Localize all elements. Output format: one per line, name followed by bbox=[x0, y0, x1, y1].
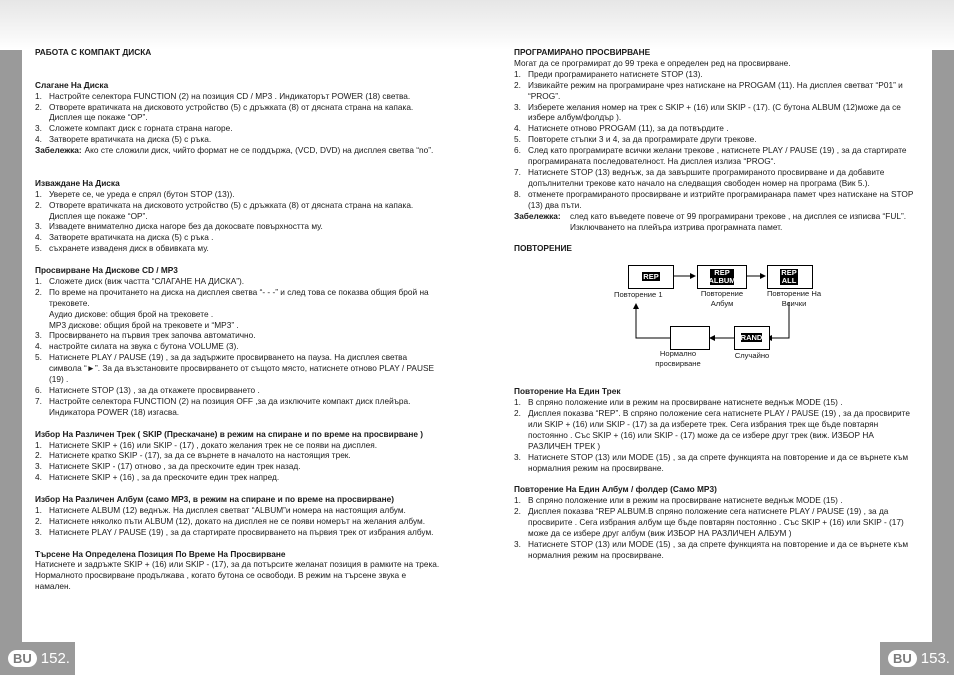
list-item bbox=[35, 385, 440, 396]
list-text: Натиснете STOP (13) или MODE (15) , за да спрете функцията на повторение и да се върнете към нормалния режим на просвирване. bbox=[528, 451, 909, 473]
note bbox=[35, 145, 440, 156]
eject-steps-list bbox=[35, 189, 440, 254]
list-number bbox=[35, 309, 49, 320]
arrow bbox=[636, 304, 670, 338]
list-item bbox=[35, 287, 440, 309]
list-number: 3. bbox=[514, 451, 521, 462]
note-text bbox=[570, 211, 906, 233]
repeat-mode-diagram bbox=[514, 262, 914, 380]
list-number: 6. bbox=[35, 385, 42, 396]
list-text: Натиснете STOP (13) , за да откажете просвирването . bbox=[49, 385, 260, 396]
lcd-rep-album bbox=[710, 269, 734, 285]
list-text: Сложете компакт диск с горната страна нагоре. bbox=[49, 123, 233, 134]
list-text: В спряно положение или в режим на просвирване натиснете веднъж MODE (15) . bbox=[528, 397, 843, 408]
note bbox=[514, 211, 914, 233]
list-number: 4. bbox=[35, 472, 42, 483]
list-number: 3. bbox=[35, 221, 42, 232]
list-item bbox=[35, 309, 440, 320]
list-item bbox=[514, 134, 914, 145]
list-item bbox=[35, 505, 440, 516]
list-item bbox=[35, 472, 440, 483]
list-number: 1. bbox=[35, 504, 42, 515]
lcd-normal-frame bbox=[670, 326, 710, 350]
list-text: Дисплея показва “REP”. В спряно положение сега натиснете PLAY / PAUSE (19) , за да просвирите или SKIP + (16) или SKIP - (17) за да изберете трек. Сега избрания трек ще бъде повтарян постоянно . Със SKIP + (16) или SKIP - (17) може да се избере друг трек (виж. ИЗБОР НА РАЗЛИЧЕН ТРЕК ) bbox=[528, 408, 910, 451]
list-text: Изберете желания номер на трек с SKIP + (16) или SKIP - (17). (С бутона ALBUM (12)може да се избере албум/фолдър ). bbox=[528, 101, 901, 123]
list-number: 8. bbox=[514, 188, 521, 199]
label-normal-playback bbox=[648, 349, 708, 369]
list-text: Натиснете ALBUM (12) веднъж. На дисплея светват “ALBUM”и номера на настоящия албум. bbox=[49, 504, 406, 515]
list-text: Настройте селектора FUNCTION (2) на позиция CD / MP3 . Индикаторът POWER (18) светва. bbox=[49, 90, 411, 101]
list-item bbox=[514, 397, 914, 408]
list-number: 2. bbox=[35, 450, 42, 461]
list-item bbox=[514, 145, 914, 167]
left-page-number-box bbox=[0, 642, 75, 675]
note-label: Забележка: bbox=[514, 210, 561, 221]
page-title: РАБОТА С КОМПАКТ ДИСКА bbox=[35, 47, 152, 57]
list-text: настройте силата на звука с бутона VOLUME (3). bbox=[49, 341, 239, 352]
lcd-rand-frame bbox=[734, 326, 770, 350]
list-number: 4. bbox=[35, 341, 42, 352]
list-number: 1. bbox=[514, 495, 521, 506]
lcd-rep-album-frame bbox=[697, 265, 747, 289]
list-text: Отворете вратичката на дисковото устройство (5) с дръжката (8) от дясната страна на капака. Дисплея ще покаже “OP”. bbox=[49, 101, 414, 123]
list-number bbox=[35, 320, 49, 331]
list-text: По време на прочитането на диска на дисплея светва “- - -” и след това се показва общия брой на трековете. bbox=[49, 286, 429, 308]
list-number: 4. bbox=[514, 123, 521, 134]
list-number: 5. bbox=[514, 134, 521, 145]
list-text: Натиснете SKIP - (17) отново , за да прескочите един трек назад. bbox=[49, 461, 301, 472]
section-heading: ПРОГРАМИРАНО ПРОСВИРВАНЕ bbox=[514, 47, 651, 57]
list-item bbox=[35, 91, 440, 102]
list-item bbox=[35, 341, 440, 352]
lcd-text: REP bbox=[781, 268, 797, 278]
left-edge-bar bbox=[0, 50, 22, 675]
list-text: Натиснете PLAY / PAUSE (19) , за да стартирате просвирването на първия трек от избрания албум. bbox=[49, 526, 434, 537]
right-edge-bar bbox=[932, 50, 954, 675]
list-item bbox=[35, 527, 440, 538]
lcd-text: ALL bbox=[781, 276, 797, 286]
list-text: Натиснете няколко пъти ALBUM (12), докато на дисплея не се появи номерът на желания албум. bbox=[49, 515, 426, 526]
playback-steps-list bbox=[35, 276, 440, 418]
list-item bbox=[514, 408, 914, 452]
list-number: 1. bbox=[35, 439, 42, 450]
lcd-text: REP bbox=[714, 268, 730, 278]
list-number: 3. bbox=[35, 526, 42, 537]
section-heading: Изваждане На Диска bbox=[35, 177, 120, 188]
label-random: Случайно bbox=[734, 351, 770, 361]
list-item bbox=[35, 232, 440, 243]
list-item bbox=[514, 167, 914, 189]
list-text: Натиснете SKIP + (16) или SKIP - (17) , докато желания трек не се появи на дисплея. bbox=[49, 439, 378, 450]
list-item bbox=[35, 123, 440, 134]
list-item bbox=[35, 440, 440, 451]
list-item bbox=[35, 450, 440, 461]
section-heading: Повторение На Един Трек bbox=[514, 386, 621, 397]
program-steps-list bbox=[514, 69, 914, 211]
list-number: 1. bbox=[514, 68, 521, 79]
page-number: 152. bbox=[40, 650, 70, 667]
list-number: 3. bbox=[35, 123, 42, 134]
list-item bbox=[35, 221, 440, 232]
list-text: Уверете се, че уреда е спрял (бутон STOP (13)). bbox=[49, 188, 235, 199]
list-item bbox=[35, 461, 440, 472]
list-text: Затворете вратичката на диска (5) с ръка . bbox=[49, 232, 214, 243]
list-number: 2. bbox=[35, 101, 42, 112]
label-line: Албум bbox=[710, 299, 734, 309]
list-text: Натиснете STOP (13) или MODE (15) , за да спрете функцията на повторение и да се върнете към нормалния режим на просвирване. bbox=[528, 538, 909, 560]
section-heading: ПОВТОРЕНИЕ bbox=[514, 243, 572, 254]
section-heading: Повторение На Един Албум / фолдер (Само MP3) bbox=[514, 484, 717, 495]
lcd-rep: REP bbox=[643, 271, 659, 281]
repeat-album-steps-list bbox=[514, 495, 914, 560]
list-item bbox=[514, 80, 914, 102]
list-item bbox=[35, 396, 440, 418]
list-item bbox=[514, 539, 914, 561]
list-number: 2. bbox=[35, 286, 42, 297]
list-item bbox=[514, 452, 914, 474]
list-item bbox=[514, 69, 914, 80]
label-line: Нормално bbox=[659, 349, 697, 359]
list-number: 2. bbox=[35, 199, 42, 210]
label-repeat-all bbox=[754, 289, 834, 309]
list-number: 4. bbox=[35, 232, 42, 243]
list-item bbox=[35, 102, 440, 124]
list-text: Преди програмирането натиснете STOP (13). bbox=[528, 68, 703, 79]
lcd-rep-all-frame bbox=[767, 265, 813, 289]
list-text: Отворете вратичката на дисковото устройство (5) с дръжката (8) от дясната страна на капака. Дисплея ще покаже “OP”. bbox=[49, 199, 414, 221]
label-line: просвирване bbox=[655, 359, 701, 369]
list-text: Настройте селектора FUNCTION (2) на позиция OFF ,за да изключите компакт диск плейъра. Индикатора POWER (18) изгасва. bbox=[49, 395, 411, 417]
list-text: Натиснете отново PROGAM (11), за да потвърдите . bbox=[528, 123, 729, 134]
list-number: 2. bbox=[35, 515, 42, 526]
skip-steps-list bbox=[35, 440, 440, 484]
note-text: Ако сте сложили диск, чийто формат не се поддържа, (VCD, DVD) на дисплея светва “no”. bbox=[84, 145, 434, 156]
list-item bbox=[35, 189, 440, 200]
list-number: 6. bbox=[514, 145, 521, 156]
label-line: Всички bbox=[781, 299, 807, 309]
list-text: Извикайте режим на програмиране чрез натискане на PROGAM (11). На дисплея светват “P01” и “PROG”. bbox=[528, 79, 903, 101]
list-text: Натиснете SKIP + (16) , за да прескочите един трек напред. bbox=[49, 472, 280, 483]
label-repeat-one: Повторение 1 bbox=[614, 290, 663, 300]
insert-steps-list bbox=[35, 91, 440, 146]
repeat-track-steps-list bbox=[514, 397, 914, 473]
list-number: 2. bbox=[514, 506, 521, 517]
list-number: 3. bbox=[514, 101, 521, 112]
list-text: Сложете диск (виж частта “СЛАГАНЕ НА ДИСКА”). bbox=[49, 275, 245, 286]
list-number: 2. bbox=[514, 408, 521, 419]
list-text: MP3 дискове: общия брой на трековете и “MP3” . bbox=[49, 319, 239, 330]
list-text: Извадете внимателно диска нагоре без да докосвате повърхността му. bbox=[49, 221, 323, 232]
list-number: 7. bbox=[514, 166, 521, 177]
right-column bbox=[514, 47, 914, 561]
label-repeat-album bbox=[688, 289, 756, 309]
list-number: 7. bbox=[35, 395, 42, 406]
list-number: 3. bbox=[514, 538, 521, 549]
list-text: Дисплея показва “REP ALBUM.В спряно положение сега натиснете PLAY / PAUSE (19) , за да просвирите . Сега избрания албум ще бъде повтарян постоянно . Със SKIP + (16) или SKIP - (17) може да се избере друг албум (виж ИЗБОР НА РАЗЛИЧЕН АЛБУМ ) bbox=[528, 506, 904, 538]
section-heading: Просвирване На Дискове CD / MP3 bbox=[35, 265, 178, 276]
lcd-rand: RAND bbox=[740, 332, 763, 342]
lcd-text: ALBUM bbox=[708, 276, 736, 286]
list-item bbox=[35, 200, 440, 222]
list-item bbox=[35, 330, 440, 341]
list-number: 4. bbox=[35, 134, 42, 145]
label-line: Повторение На bbox=[766, 289, 822, 299]
section-heading: Слагане На Диска bbox=[35, 79, 109, 90]
list-item bbox=[35, 276, 440, 287]
note-line: след като въведете повече от 99 програмирани трекове , на дисплея се изписва “FUL”. bbox=[570, 210, 907, 221]
list-text: съхранете изваденя диск в обвивката му. bbox=[49, 243, 209, 254]
list-item bbox=[35, 134, 440, 145]
list-number: 1. bbox=[35, 275, 42, 286]
paragraph: Натиснете и задръжте SKIP + (16) или SKIP - (17), за да потърсите желанат позиция в рамките на трека. Нормалното просвирване продължава , когато бутона се освободи. В режим на търсене звука е намален. bbox=[35, 559, 440, 592]
language-badge: BU bbox=[888, 650, 917, 667]
list-text: Аудио дискове: общия брой на трековете . bbox=[49, 308, 214, 319]
right-page-number-box bbox=[880, 642, 954, 675]
list-item bbox=[35, 352, 440, 385]
list-item bbox=[35, 243, 440, 254]
list-number: 3. bbox=[35, 461, 42, 472]
note-line: Изключването на плейъра изтрива програмната памет. bbox=[570, 221, 783, 232]
list-number: 3. bbox=[35, 330, 42, 341]
list-text: Повторете стъпки 3 и 4, за да програмирате други трекове. bbox=[528, 134, 757, 145]
left-column bbox=[35, 47, 440, 592]
list-item bbox=[514, 506, 914, 539]
page-number: 153. bbox=[920, 650, 950, 667]
list-item bbox=[514, 123, 914, 134]
list-item bbox=[35, 320, 440, 331]
section-heading: Избор На Различен Албум (само MP3, в режим на спиране и по време на просвирване) bbox=[35, 494, 394, 505]
top-band bbox=[0, 0, 954, 50]
list-number: 5. bbox=[35, 243, 42, 254]
list-number: 1. bbox=[35, 90, 42, 101]
list-text: отменете програмираното просвирване и изтрийте програмиранара памет чрез натискане на STOP (13) два пъти. bbox=[528, 188, 914, 210]
album-steps-list bbox=[35, 505, 440, 538]
list-item bbox=[514, 102, 914, 124]
list-number: 5. bbox=[35, 352, 42, 363]
list-number: 2. bbox=[514, 79, 521, 90]
language-badge: BU bbox=[8, 650, 37, 667]
list-text: Натиснете кратко SKIP - (17), за да се върнете в началото на настоящия трек. bbox=[49, 450, 351, 461]
section-heading: Избор На Различен Трек ( SKIP (Прескачане) в режим на спиране и по време на просвирване ) bbox=[35, 428, 424, 439]
list-text: Натиснете STOP (13) веднъж, за да завършите програмираното просвирване и да добавите допълнителни трекове като начало на следващия свободен номер на програма (Вик 5.). bbox=[528, 166, 885, 188]
lcd-rep-frame bbox=[628, 265, 674, 289]
lcd-rep-all bbox=[780, 269, 798, 285]
label-line: Повторение bbox=[700, 289, 744, 299]
list-text: След като програмирате всички желани трекове , натиснете PLAY / PAUSE (19) , за да стартирате програмираната последователност. На дисплея излиза “PROG“. bbox=[528, 145, 907, 167]
list-item bbox=[35, 516, 440, 527]
list-text: В спряно положение или в режим на просвирване натиснете веднъж MODE (15) . bbox=[528, 495, 843, 506]
list-number: 1. bbox=[35, 188, 42, 199]
list-text: Просвирването на първия трек започва автоматично. bbox=[49, 330, 256, 341]
list-item bbox=[514, 495, 914, 506]
paragraph: Могат да се програмират до 99 трека е определен ред на просвирване. bbox=[514, 57, 791, 68]
note-label: Забележка: bbox=[35, 145, 82, 156]
list-number: 1. bbox=[514, 397, 521, 408]
section-heading: Търсене На Определена Позиция По Време На Просвирване bbox=[35, 548, 286, 559]
list-text: Натиснете PLAY / PAUSE (19) , за да задържите просвирването на пауза. На дисплея светва символа “►”. За да възстановите просвирването от същото място, натиснете отново PLAY / PAUSE (19) . bbox=[49, 352, 435, 385]
list-text: Затворете вратичката на диска (5) с ръка. bbox=[49, 134, 212, 145]
list-item bbox=[514, 189, 914, 211]
